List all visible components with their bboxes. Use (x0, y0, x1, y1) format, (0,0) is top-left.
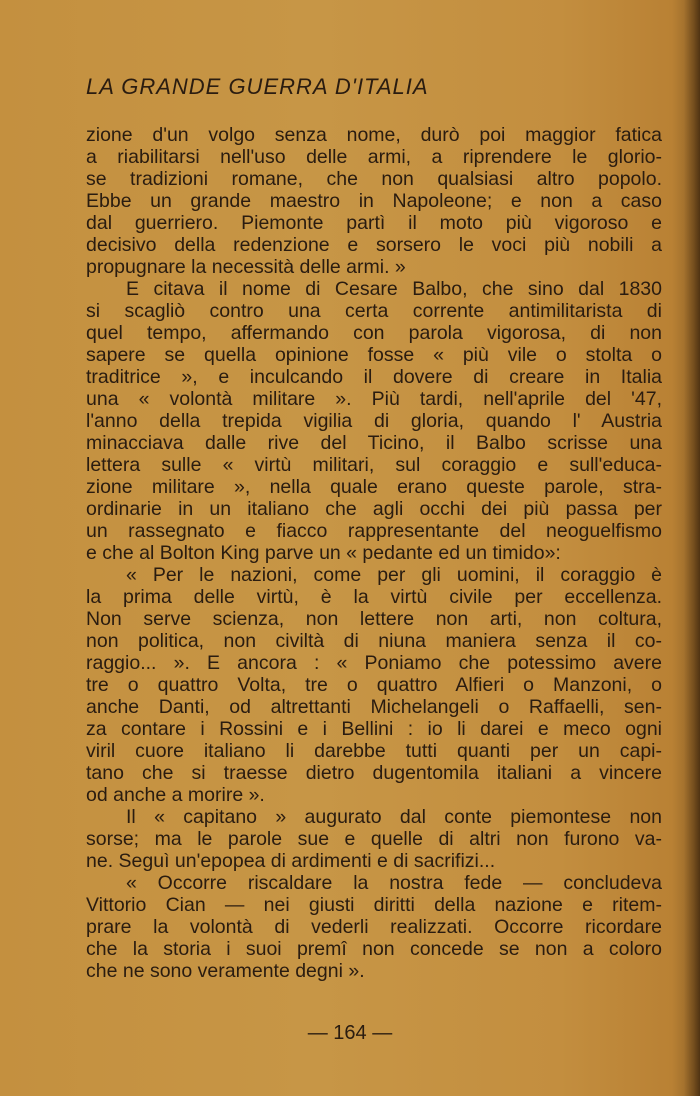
text-line: quel tempo, affermando con parola vigorosa, di non (86, 322, 662, 344)
text-line: zione militare », nella quale erano queste parole, stra- (86, 476, 662, 498)
text-line: lettera sulle « virtù militari, sul coraggio e sull'educa- (86, 454, 662, 476)
text-line: raggio... ». E ancora : « Poniamo che potessimo avere (86, 652, 662, 674)
text-line: si scagliò contro una certa corrente antimilitarista di (86, 300, 662, 322)
text-line: prare la volontà di vederli realizzati. Occorre ricordare (86, 916, 662, 938)
text-line: anche Danti, od altrettanti Michelangeli o Raffaelli, sen- (86, 696, 662, 718)
text-line: l'anno della trepida vigilia di gloria, quando l' Austria (86, 410, 662, 432)
text-line: decisivo della redenzione e sorsero le voci più nobili a (86, 234, 662, 256)
text-line: « Per le nazioni, come per gli uomini, il coraggio è (126, 564, 662, 586)
text-line: ne. Seguì un'epopea di ardimenti e di sacrifizi... (86, 850, 496, 872)
page-number: — 164 — (307, 1022, 393, 1044)
text-line: che la storia i suoi premî non concede se non a coloro (86, 938, 662, 960)
text-line: Vittorio Cian — nei giusti diritti della nazione e ritem- (86, 894, 662, 916)
text-line: za contare i Rossini e i Bellini : io li darei e meco ogni (86, 718, 662, 740)
text-line: zione d'un volgo senza nome, durò poi maggior fatica (86, 124, 662, 146)
text-line: minacciava dalle rive del Ticino, il Balbo scrisse una (86, 432, 662, 454)
text-line: propugnare la necessità delle armi. » (86, 256, 406, 278)
text-line: viril cuore italiano li darebbe tutti quanti per un capi- (86, 740, 662, 762)
text-line: od anche a morire ». (86, 784, 265, 806)
text-line: tre o quattro Volta, tre o quattro Alfieri o Manzoni, o (86, 674, 662, 696)
text-line: E citava il nome di Cesare Balbo, che sino dal 1830 (126, 278, 662, 300)
text-line: sapere se quella opinione fosse « più vile o stolta o (86, 344, 662, 366)
text-line: Il « capitano » augurato dal conte piemontese non (126, 806, 662, 828)
text-line: se tradizioni romane, che non qualsiasi altro popolo. (86, 168, 662, 190)
text-line: Ebbe un grande maestro in Napoleone; e non a caso (86, 190, 662, 212)
text-line: una « volontà militare ». Più tardi, nell'aprile del '47, (86, 388, 662, 410)
text-line: a riabilitarsi nell'uso delle armi, a riprendere le glorio- (86, 146, 662, 168)
text-line: la prima delle virtù, è la virtù civile per eccellenza. (86, 586, 662, 608)
text-line: e che al Bolton King parve un « pedante ed un timido»: (86, 542, 561, 564)
text-line: tano che si traesse dietro dugentomila italiani a vincere (86, 762, 662, 784)
text-line: Non serve scienza, non lettere non arti, non coltura, (86, 608, 662, 630)
text-line: « Occorre riscaldare la nostra fede — concludeva (126, 872, 662, 894)
text-line: traditrice », e inculcando il dovere di creare in Italia (86, 366, 662, 388)
text-line: un rassegnato e fiacco rappresentante del neoguelfismo (86, 520, 662, 542)
text-line: che ne sono veramente degni ». (86, 960, 365, 982)
running-head: LA GRANDE GUERRA D'ITALIA (86, 74, 429, 99)
text-line: ordinarie in un italiano che agli occhi dei più passa per (86, 498, 662, 520)
page-edge-shadow (684, 0, 700, 1096)
text-line: dal guerriero. Piemonte partì il moto più vigoroso e (86, 212, 662, 234)
text-line: non politica, non civiltà di niuna maniera senza il co- (86, 630, 662, 652)
body-text (86, 124, 662, 982)
text-line: sorse; ma le parole sue e quelle di altri non furono va- (86, 828, 662, 850)
